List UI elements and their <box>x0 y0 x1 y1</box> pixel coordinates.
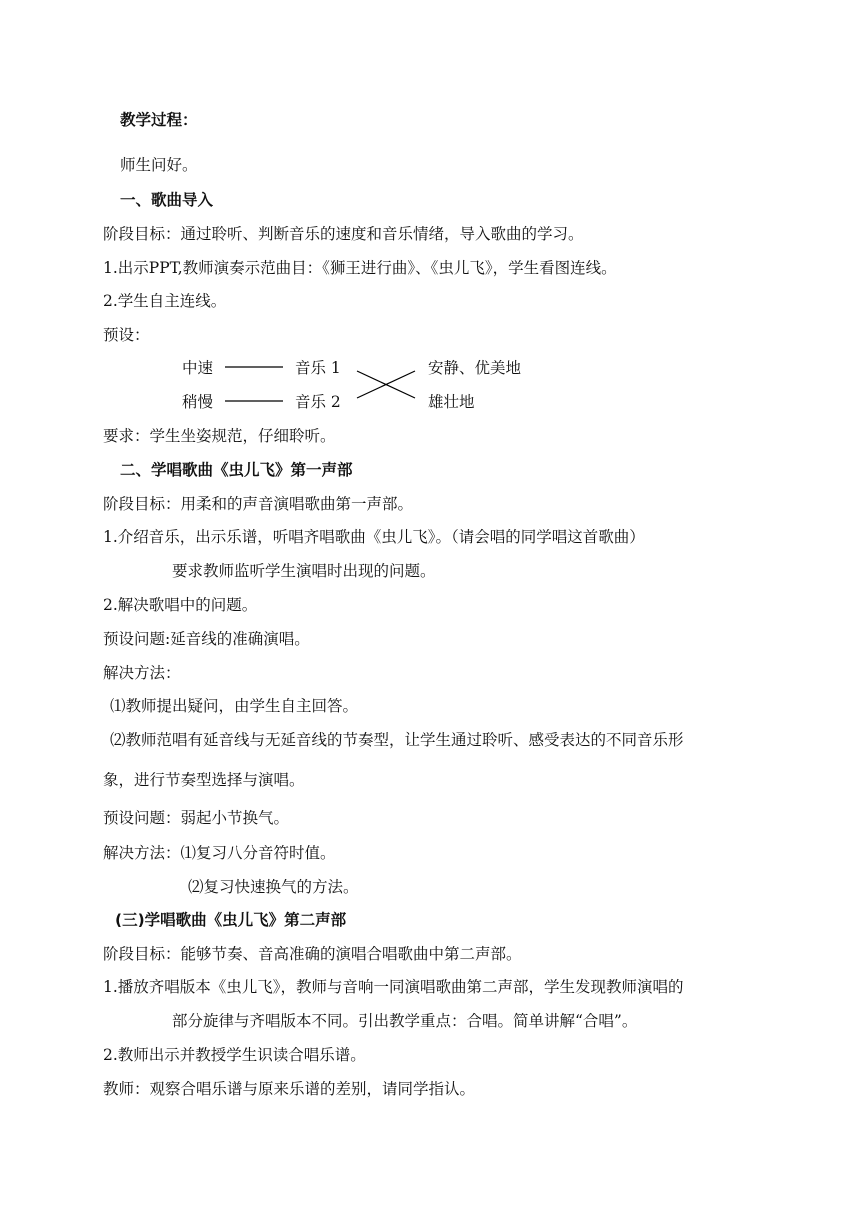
preset-label: 预设： <box>103 326 150 344</box>
section-2-step-1-note: 要求教师监听学生演唱时出现的问题。 <box>172 562 436 580</box>
section-1-title: 一、歌曲导入 <box>120 191 214 209</box>
section-3-step-1: 1.播放齐唱版本《虫儿飞》，教师与音响一同演唱歌曲第二声部，学生发现教师演唱的 <box>103 978 684 996</box>
solution-1-item-2-cont: 象，进行节奏型选择与演唱。 <box>103 771 305 789</box>
section-2-step-2: 2.解决歌唱中的问题。 <box>103 596 258 614</box>
greeting-line: 师生问好。 <box>120 156 198 174</box>
solution-1-item-2: ⑵教师范唱有延音线与无延音线的节奏型，让学生通过聆听、感受表达的不同音乐形 <box>110 731 684 749</box>
section-1-requirement: 要求：学生坐姿规范，仔细聆听。 <box>103 427 336 445</box>
match-middle-2: 音乐 2 <box>295 393 341 411</box>
section-1-goal: 阶段目标：通过聆听、判断音乐的速度和音乐情绪，导入歌曲的学习。 <box>103 225 584 243</box>
section-1-step-2: 2.学生自主连线。 <box>103 292 227 310</box>
solution-2-item-1: 解决方法：⑴复习八分音符时值。 <box>103 844 336 862</box>
solution-2-item-2: ⑵复习快速换气的方法。 <box>188 878 359 896</box>
section-2-title: 二、学唱歌曲《虫儿飞》第一声部 <box>120 461 353 479</box>
preset-question-2: 预设问题：弱起小节换气。 <box>103 809 290 827</box>
solution-label-1: 解决方法： <box>103 664 181 682</box>
section-3-title: (三)学唱歌曲《虫儿飞》第二声部 <box>115 911 347 929</box>
teacher-line: 教师：观察合唱乐谱与原来乐谱的差别，请同学指认。 <box>103 1080 476 1098</box>
match-left-2: 稍慢 <box>182 393 214 411</box>
match-right-2: 雄壮地 <box>428 393 475 411</box>
section-2-goal: 阶段目标：用柔和的声音演唱歌曲第一声部。 <box>103 495 414 513</box>
section-2-step-1: 1.介绍音乐，出示乐谱，听唱齐唱歌曲《虫儿飞》。（请会唱的同学唱这首歌曲） <box>103 528 645 546</box>
section-heading: 教学过程： <box>120 111 198 129</box>
match-middle-1: 音乐 1 <box>295 359 341 377</box>
match-right-1: 安静、优美地 <box>428 359 522 377</box>
solution-1-item-1: ⑴教师提出疑问，由学生自主回答。 <box>110 697 359 715</box>
match-left-1: 中速 <box>182 359 214 377</box>
section-3-step-2: 2.教师出示并教授学生识读合唱乐谱。 <box>103 1046 366 1064</box>
section-3-step-1-cont: 部分旋律与齐唱版本不同。引出教学重点：合唱。简单讲解“合唱”。 <box>172 1012 638 1030</box>
section-3-goal: 阶段目标：能够节奏、音高准确的演唱合唱歌曲中第二声部。 <box>103 945 522 963</box>
preset-question-1: 预设问题:延音线的准确演唱。 <box>103 630 310 648</box>
section-1-step-1: 1.出示PPT,教师演奏示范曲目：《狮王进行曲》、《虫儿飞》，学生看图连线。 <box>103 259 617 277</box>
